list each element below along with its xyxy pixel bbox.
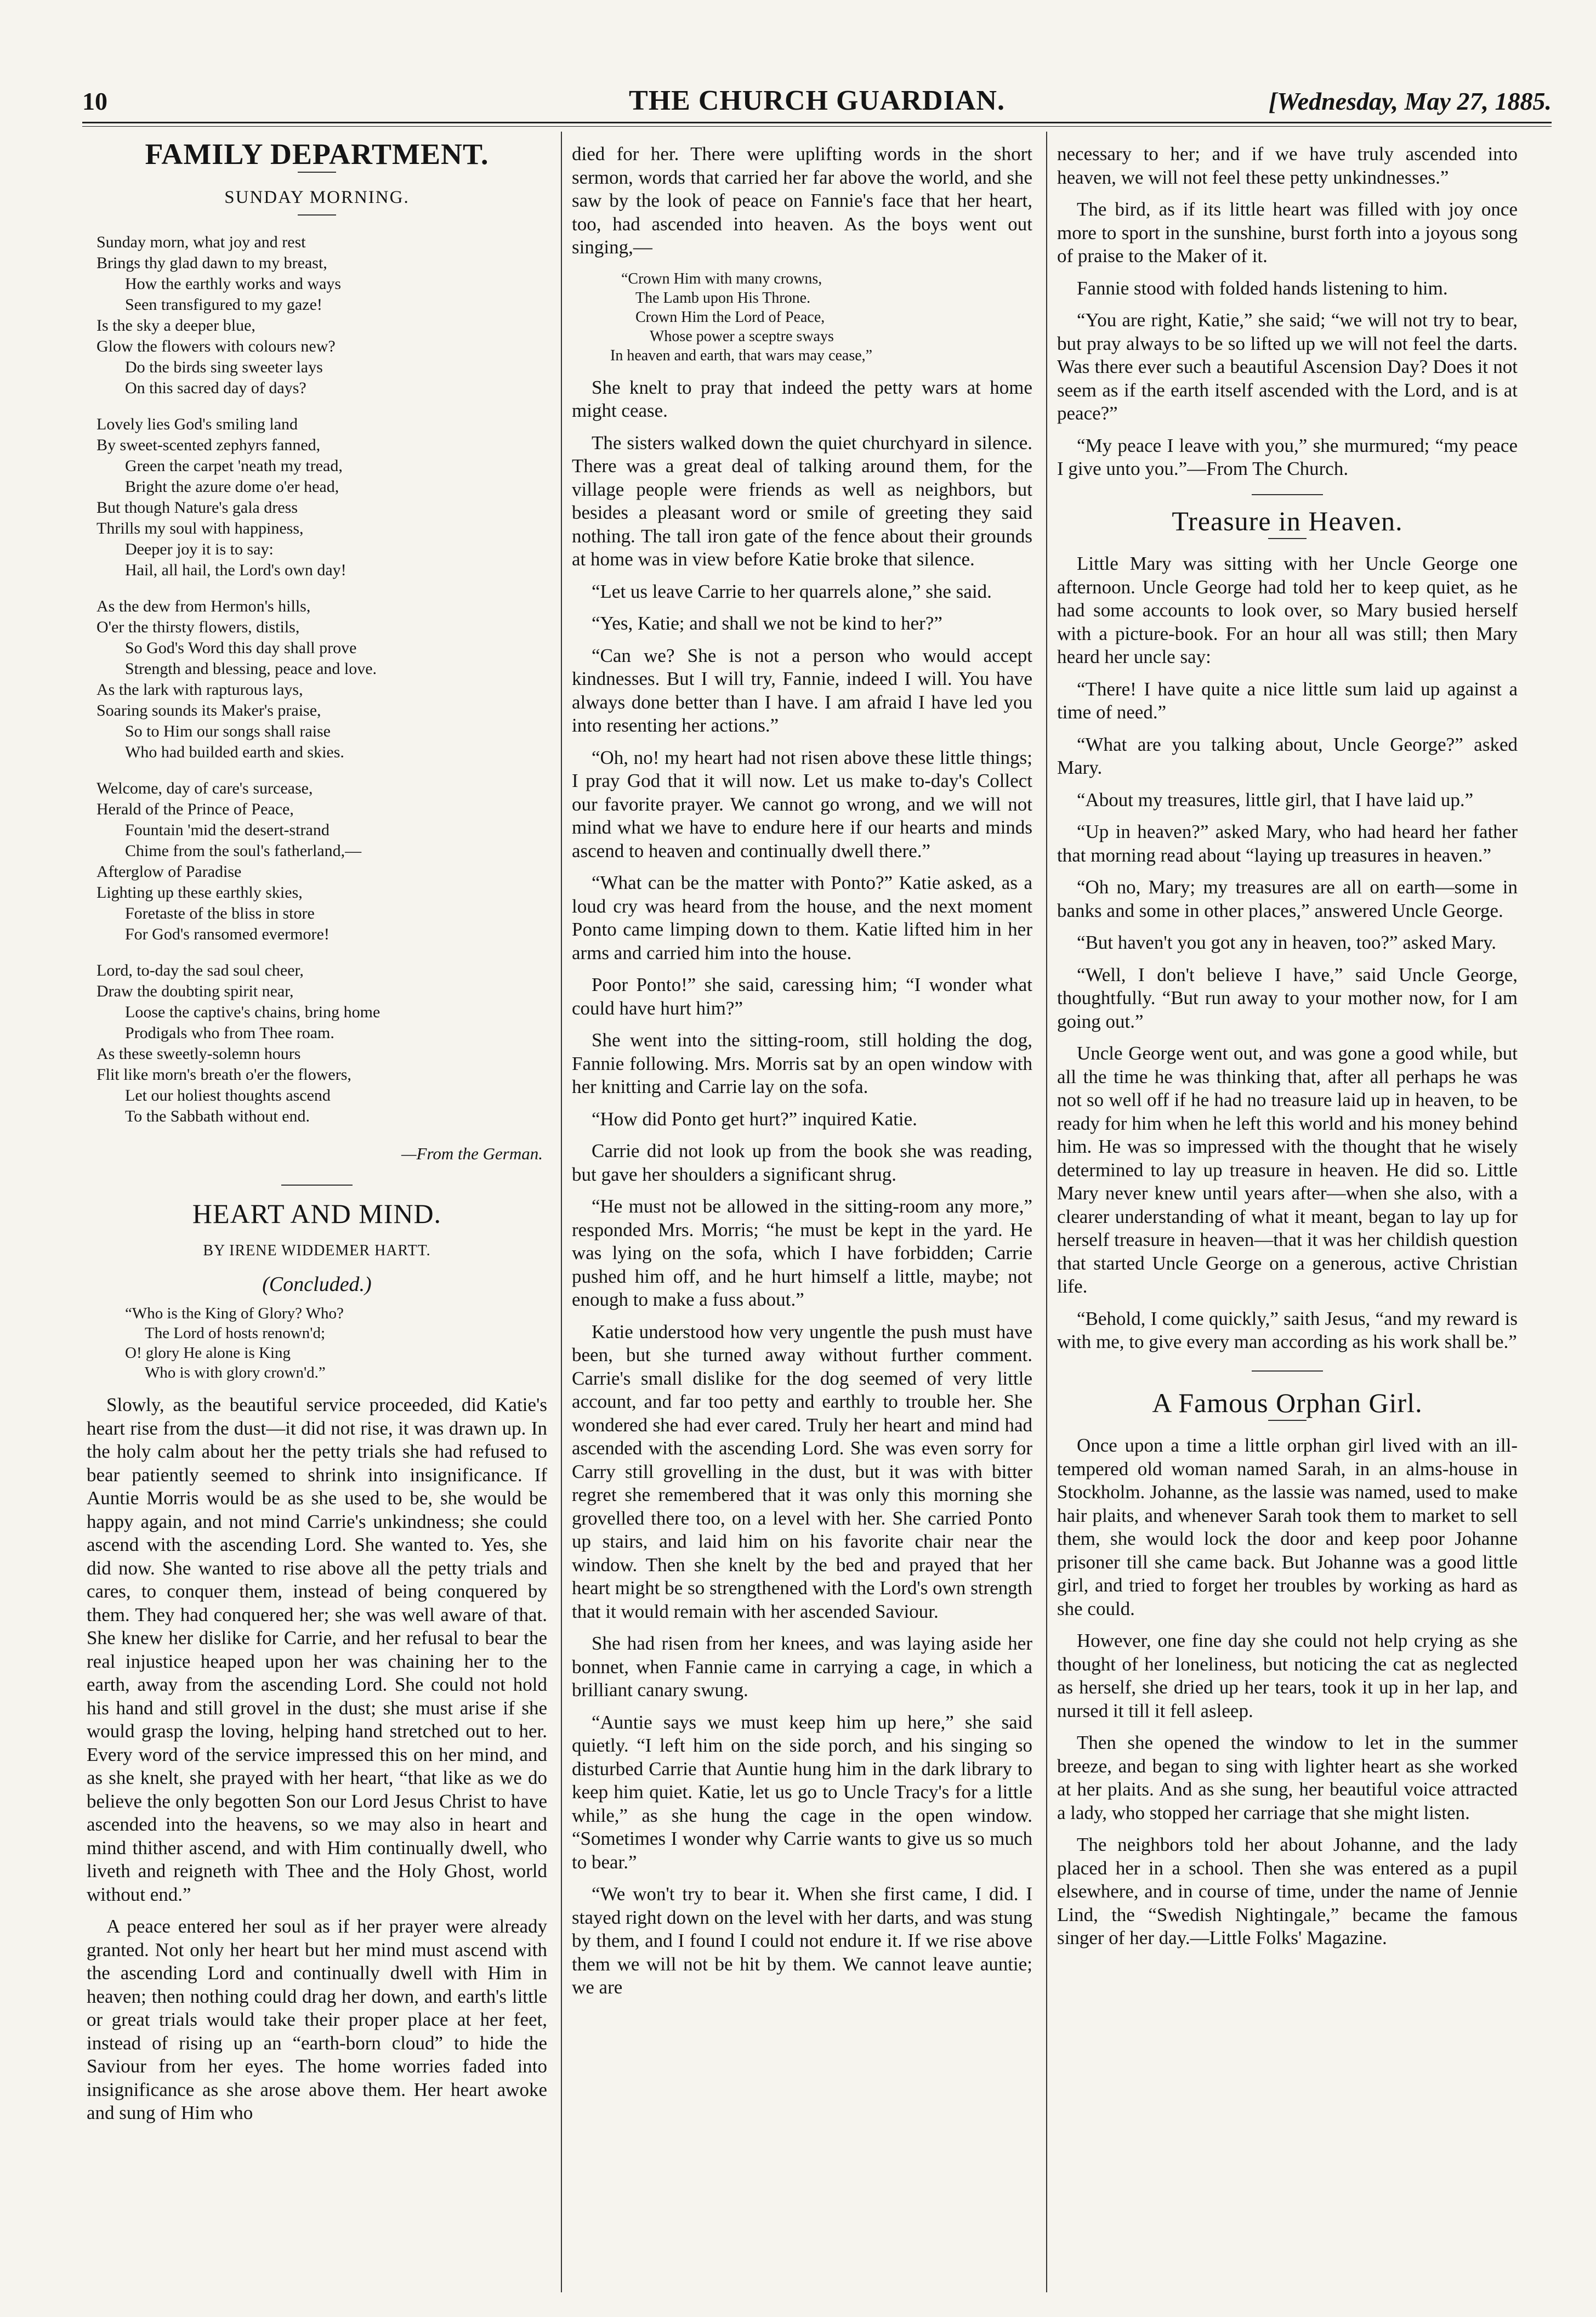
poem-stanza [96, 596, 547, 763]
poem-line: On this sacred day of days? [125, 379, 306, 397]
divider [281, 1185, 353, 1186]
poem-line: Draw the doubting spirit near, [96, 982, 294, 1000]
divider [1252, 1370, 1323, 1372]
poem-line: Hail, all hail, the Lord's own day! [125, 561, 347, 579]
column-1 [87, 143, 547, 2292]
masthead-row [82, 82, 1552, 118]
page-number: 10 [82, 87, 107, 115]
poem-line: Welcome, day of care's surcease, [96, 779, 313, 797]
divider [1268, 1420, 1307, 1421]
poem-line: Lord, to-day the sad soul cheer, [96, 961, 304, 979]
poem-line: For God's ransomed evermore! [125, 925, 330, 943]
divider [298, 172, 336, 173]
paragraph: “What can be the matter with Ponto?” Katie asked, as a loud cry was heard from the house, and the next moment Ponto came limping down to them. Katie lifted him in her arms and carried him into the house. [572, 872, 1032, 964]
paragraph: “Can we? She is not a person who would accept kindnesses. But I will try, Fannie, indeed I will. You have always done better than I have. I am afraid I have led you into resenting her actions.” [572, 644, 1032, 736]
poem-line: O'er the thirsty flowers, distils, [96, 618, 300, 636]
poem-line: Soaring sounds its Maker's praise, [96, 701, 321, 720]
poem-line: Strength and blessing, peace and love. [125, 660, 377, 678]
paragraph: “About my treasures, little girl, that I have laid up.” [1077, 789, 1474, 811]
divider [298, 214, 336, 216]
poem-line: Flit like morn's breath o'er the flowers, [96, 1066, 351, 1084]
epigraph-line: O! glory He alone is King [125, 1344, 291, 1362]
hymn-line: “Crown Him with many crowns, [621, 270, 822, 287]
poem-line: So to Him our songs shall raise [125, 722, 331, 740]
paragraph: “Behold, I come quickly,” saith Jesus, “and my reward is with me, to give every man according as his work shall be.” [1057, 1307, 1518, 1352]
paragraph: “Oh, no! my heart had not risen above these little things; I pray God that it will now. Let us make to-day's Collect our favorite prayer. We cannot go wrong, and we will not mind what we have to endure here if our hearts and minds ascend to heaven and continually dwell there.” [572, 746, 1032, 862]
poem-line: So God's Word this day shall prove [125, 639, 357, 657]
epigraph-line: “Who is the King of Glory? Who? [125, 1305, 344, 1322]
newspaper-title: THE CHURCH GUARDIAN. [629, 85, 1005, 116]
paragraph: The bird, as if its little heart was filled with joy once more to sport in the sunshine, burst forth into a joyous song of praise to the Maker of it. [1057, 199, 1518, 267]
paragraph: “Auntie says we must keep him up here,” she said quietly. “I left him on the side porch, and his singing so disturbed Carrie that Auntie hung him in the dark library to keep him quiet. Katie, let us go to Uncle Tracy's for a little while,” as she hung the cage in the open window. “Sometimes I wonder why Carrie wants to give us so much to bear.” [572, 1711, 1032, 1873]
epigraph-line: The Lord of hosts renown'd; [145, 1324, 325, 1342]
paragraph: Once upon a time a little orphan girl lived with an ill-tempered old woman named Sarah, in an alms-house in Stockholm. Johanne, as the lassie was named, used to make hair plaits, and whenever Sarah took them to market to sell them, she would lock the door and keep poor Johanne prisoner till she came back. But Johanne was a good little girl, and tried to forget her troubles by working as hard as she could. [1057, 1435, 1518, 1619]
poem-stanza [96, 778, 547, 945]
column-divider [561, 132, 562, 2292]
paragraph: Poor Ponto!” she said, caressing him; “I wonder what could have hurt him?” [572, 974, 1032, 1019]
poem-line: Loose the captive's chains, bring home [125, 1003, 380, 1021]
paragraph: She knelt to pray that indeed the petty wars at home might cease. [572, 376, 1032, 421]
paragraph: Carrie did not look up from the book she was reading, but gave her shoulders a significant shrug. [572, 1140, 1032, 1185]
poem-line: Herald of the Prince of Peace, [96, 800, 294, 818]
hymn-line: Whose power a sceptre sways [650, 327, 834, 345]
poem-line: Fountain 'mid the desert-strand [125, 821, 330, 839]
story-byline: BY IRENE WIDDEMER HARTT. [203, 1242, 431, 1259]
paragraph: Uncle George went out, and was gone a good while, but all the time he was thinking that, after all perhaps he was not so well off if he had no treasure laid up in heaven, to be ready for him when he left this world and his money behind him. He was so impressed with the thought that he wisely determined to lay up treasure in heaven. He did so. Little Mary never knew until years after—when she also, with a clearer understanding of what it meant, began to lay up for herself treasure in heaven—that it was her childish question that started Uncle George on a generous, active Christian life. [1057, 1043, 1518, 1297]
poem-line: Let our holiest thoughts ascend [125, 1086, 331, 1104]
epigraph-line: Who is with glory crown'd.” [145, 1364, 326, 1381]
paragraph: “Oh no, Mary; my treasures are all on earth—some in banks and some in other places,” answered Uncle George. [1057, 876, 1518, 921]
paragraph: “You are right, Katie,” she said; “we will not try to bear, but pray always to be so lifted up we will not feel the darts. Was there ever such a beautiful Ascension Day? Does it not seem as if the earth itself ascended with the Lord, and is at peace?” [1057, 309, 1518, 424]
divider [1268, 538, 1307, 539]
article-title: A Famous Orphan Girl. [1152, 1387, 1423, 1418]
poem-line: Who had builded earth and skies. [125, 743, 344, 761]
poem-stanza [96, 960, 547, 1127]
poem-line: Do the birds sing sweeter lays [125, 358, 323, 376]
poem-line: As the dew from Hermon's hills, [96, 597, 311, 615]
column-divider [1046, 132, 1047, 2292]
poem-title: SUNDAY MORNING. [224, 187, 410, 207]
story-text [572, 376, 1032, 1999]
poem-line: Prodigals who from Thee roam. [125, 1024, 334, 1042]
poem-line: Afterglow of Paradise [96, 863, 242, 881]
poem-line: As these sweetly-solemn hours [96, 1045, 301, 1063]
column-3 [1057, 143, 1518, 2292]
issue-date: [Wednesday, May 27, 1885. [1268, 87, 1552, 115]
poem-credit: —From the German. [401, 1144, 543, 1163]
paragraph: She went into the sitting-room, still holding the dog, Fannie following. Mrs. Morris sat by an open window with her knitting and Carrie lay on the sofa. [572, 1029, 1032, 1097]
paragraph: “But haven't you got any in heaven, too?” asked Mary. [1077, 932, 1497, 953]
paragraph: Fannie stood with folded hands listening to him. [1077, 277, 1448, 299]
hymn-line: Crown Him the Lord of Peace, [635, 308, 825, 326]
poem-line: Lighting up these earthly skies, [96, 883, 303, 902]
paragraph: necessary to her; and if we have truly ascended into heaven, we will not feel these petty unkindnesses.” [1057, 143, 1518, 188]
hymn-verse [610, 269, 1032, 365]
story-title: HEART AND MIND. [192, 1198, 442, 1229]
column-2 [572, 143, 1032, 2292]
paragraph: “What are you talking about, Uncle George?” asked Mary. [1057, 733, 1518, 778]
paragraph: “Let us leave Carrie to her quarrels alone,” she said. [592, 580, 992, 602]
divider [1252, 494, 1323, 495]
paragraph: However, one fine day she could not help crying as she thought of her loneliness, but noticing the cat as neglected as herself, she dried up her tears, took it up in her lap, and nursed it till it fell asleep. [1057, 1630, 1518, 1721]
hymn-line: In heaven and earth, that wars may cease,” [610, 347, 873, 364]
header-rule [82, 122, 1552, 123]
paragraph: died for her. There were uplifting words in the short sermon, words that carried her far above the world, and she saw by the look of peace on Fannie's face that her heart, too, had ascended into heaven. As the boys went out singing,— [572, 143, 1032, 258]
poem-line: To the Sabbath without end. [125, 1107, 310, 1125]
paragraph: A peace entered her soul as if her prayer were already granted. Not only her heart but her mind must ascend with the ascending Lord and continually dwell with Him in heaven; then nothing could drag her down, and earth's little or great trials would take their proper place at her feet, instead of rising up an “earth-born cloud” to hide the Saviour from her eyes. The home worries faded into insignificance as she arose above them. Her heart awoke and sung of Him who [87, 1916, 547, 2123]
paragraph: Little Mary was sitting with her Uncle George one afternoon. Uncle George had told her to keep quiet, as he had some accounts to look over, so Mary busied herself with a picture-book. For an hour all was still; then Mary heard her uncle say: [1057, 553, 1518, 667]
paragraph: “There! I have quite a nice little sum laid up against a time of need.” [1057, 678, 1518, 723]
poem-line: As the lark with rapturous lays, [96, 681, 303, 699]
article-text [1057, 552, 1518, 1354]
paragraph: The sisters walked down the quiet churchyard in silence. There was a great deal of talking around them, for the village people were friends as well as neighbors, but besides a pleasant word or smile of greeting they said nothing. The tall iron gate of the fence about their grounds at home was in view before Katie broke that silence. [572, 432, 1032, 570]
poem-line: Thrills my soul with happiness, [96, 519, 304, 537]
epigraph [125, 1304, 547, 1383]
hymn-line: The Lamb upon His Throne. [635, 289, 811, 307]
poem-sunday-morning [96, 232, 547, 1127]
continuation-note: (Concluded.) [262, 1272, 372, 1296]
poem-line: Chime from the soul's fatherland,— [125, 842, 362, 860]
paragraph: She had risen from her knees, and was laying aside her bonnet, when Fannie came in carrying a cage, in which a brilliant canary swung. [572, 1633, 1032, 1701]
poem-line: Green the carpet 'neath my tread, [125, 457, 343, 475]
poem-line: Sunday morn, what joy and rest [96, 233, 306, 251]
article-title: Treasure in Heaven. [1172, 505, 1403, 536]
paragraph: “Up in heaven?” asked Mary, who had heard her father that morning read about “laying up treasures in heaven.” [1057, 821, 1518, 866]
poem-line: Foretaste of the bliss in store [125, 904, 315, 922]
poem-line: Bright the azure dome o'er head, [125, 478, 339, 496]
poem-line: Glow the flowers with colours new? [96, 337, 336, 355]
paragraph: Then she opened the window to let in the summer breeze, and began to sing with lighter heart as she worked at her plaits. And as she sung, her beautiful voice attracted a lady, who stopped her carriage that she might listen. [1057, 1732, 1518, 1823]
paragraph: “He must not be allowed in the sitting-room any more,” responded Mrs. Morris; “he must be kept in the yard. He was lying on the sofa, which I have forbidden; Carrie pushed him off, and he hurt himself a little, maybe; not enough to make a fuss about.” [572, 1196, 1032, 1310]
poem-line: Seen transfigured to my gaze! [125, 296, 322, 314]
poem-line: Brings thy glad dawn to my breast, [96, 254, 327, 272]
paragraph: “Yes, Katie; and shall we not be kind to her?” [592, 613, 942, 634]
story-text [1057, 143, 1518, 481]
section-heading: FAMILY DEPARTMENT. [145, 143, 489, 171]
poem-line: How the earthly works and ways [125, 275, 342, 293]
paragraph: “We won't try to bear it. When she first came, I did. I stayed right down on the level with her darts, and was stung by them, and I found I could not endure it. If we rise above them we will not be hit by them. We cannot leave auntie; we are [572, 1883, 1032, 1998]
paragraph: “How did Ponto get hurt?” inquired Katie. [592, 1108, 917, 1130]
paragraph: Slowly, as the beautiful service proceeded, did Katie's heart rise from the dust—it did not rise, it was drawn up. In the holy calm about her the petty trials she had refused to bear patiently seemed to shrink into insignificance. If Auntie Morris would be as she used to be, she would be happy again, and not mind Carrie's unkindness; she could ascend with the ascending Lord. She wanted to. Yes, she did now. She wanted to rise above all the petty trials and cares, to conquer them, instead of being conquered by them. They had conquered her; she was well aware of that. She knew her dislike for Carrie, and her refusal to bear the real injustice heaped upon her was chaining her to the earth, away from the ascending Lord. She could not hold his hand and still grovel in the dust; she must arise if she would grasp the loving, helping hand stretched out to her. Every word of the service impressed this on her mind, and as she knelt, she prayed with her heart, “that like as we do believe the only begotten Son our Lord Jesus Christ to have ascended into the heavens, so we may also in heart and mind thither ascend, and with Him continually dwell, who liveth and reigneth with Thee and the Holy Ghost, world without end.” [87, 1394, 547, 1905]
story-text [572, 143, 1032, 259]
paragraph: Katie understood how very ungentle the push must have been, but she turned away without further comment. Carrie's small dislike for the dog seemed of very little account, and far too petty and earthly to trouble her. She wondered she had ever cared. Truly her heart and mind had ascended with the ascending Lord. She was even sorry for Carry still grovelling in the dust, but it was with bitter regret she remembered that it was only this morning she grovelled there too, on a level with her. She carried Ponto up stairs, and laid him on his favorite chair near the window. Then she knelt by the bed and prayed that her heart might be so strengthened with the Lord's own strength that it would remain with her ascended Saviour. [572, 1321, 1032, 1622]
story-text [87, 1393, 547, 2125]
article-text [1057, 1434, 1518, 1950]
poem-line: Is the sky a deeper blue, [96, 316, 255, 335]
poem-stanza [96, 232, 547, 399]
poem-line: But though Nature's gala dress [96, 498, 298, 517]
poem-stanza [96, 414, 547, 581]
poem-line: Lovely lies God's smiling land [96, 415, 298, 433]
paragraph: “My peace I leave with you,” she murmured; “my peace I give unto you.”—From The Church. [1057, 434, 1518, 479]
paragraph: “Well, I don't believe I have,” said Uncle George, thoughtfully. “But run away to your mother now, for I am going out.” [1057, 964, 1518, 1032]
poem-line: Deeper joy it is to say: [125, 540, 274, 558]
paragraph: The neighbors told her about Johanne, and the lady placed her in a school. Then she was entered as a pupil elsewhere, and in course of time, under the name of Jennie Lind, the “Swedish Nightingale,” became the famous singer of her day.—Little Folks' Magazine. [1057, 1834, 1518, 1948]
header-rule-thin [82, 126, 1552, 127]
poem-line: By sweet-scented zephyrs fanned, [96, 436, 321, 454]
